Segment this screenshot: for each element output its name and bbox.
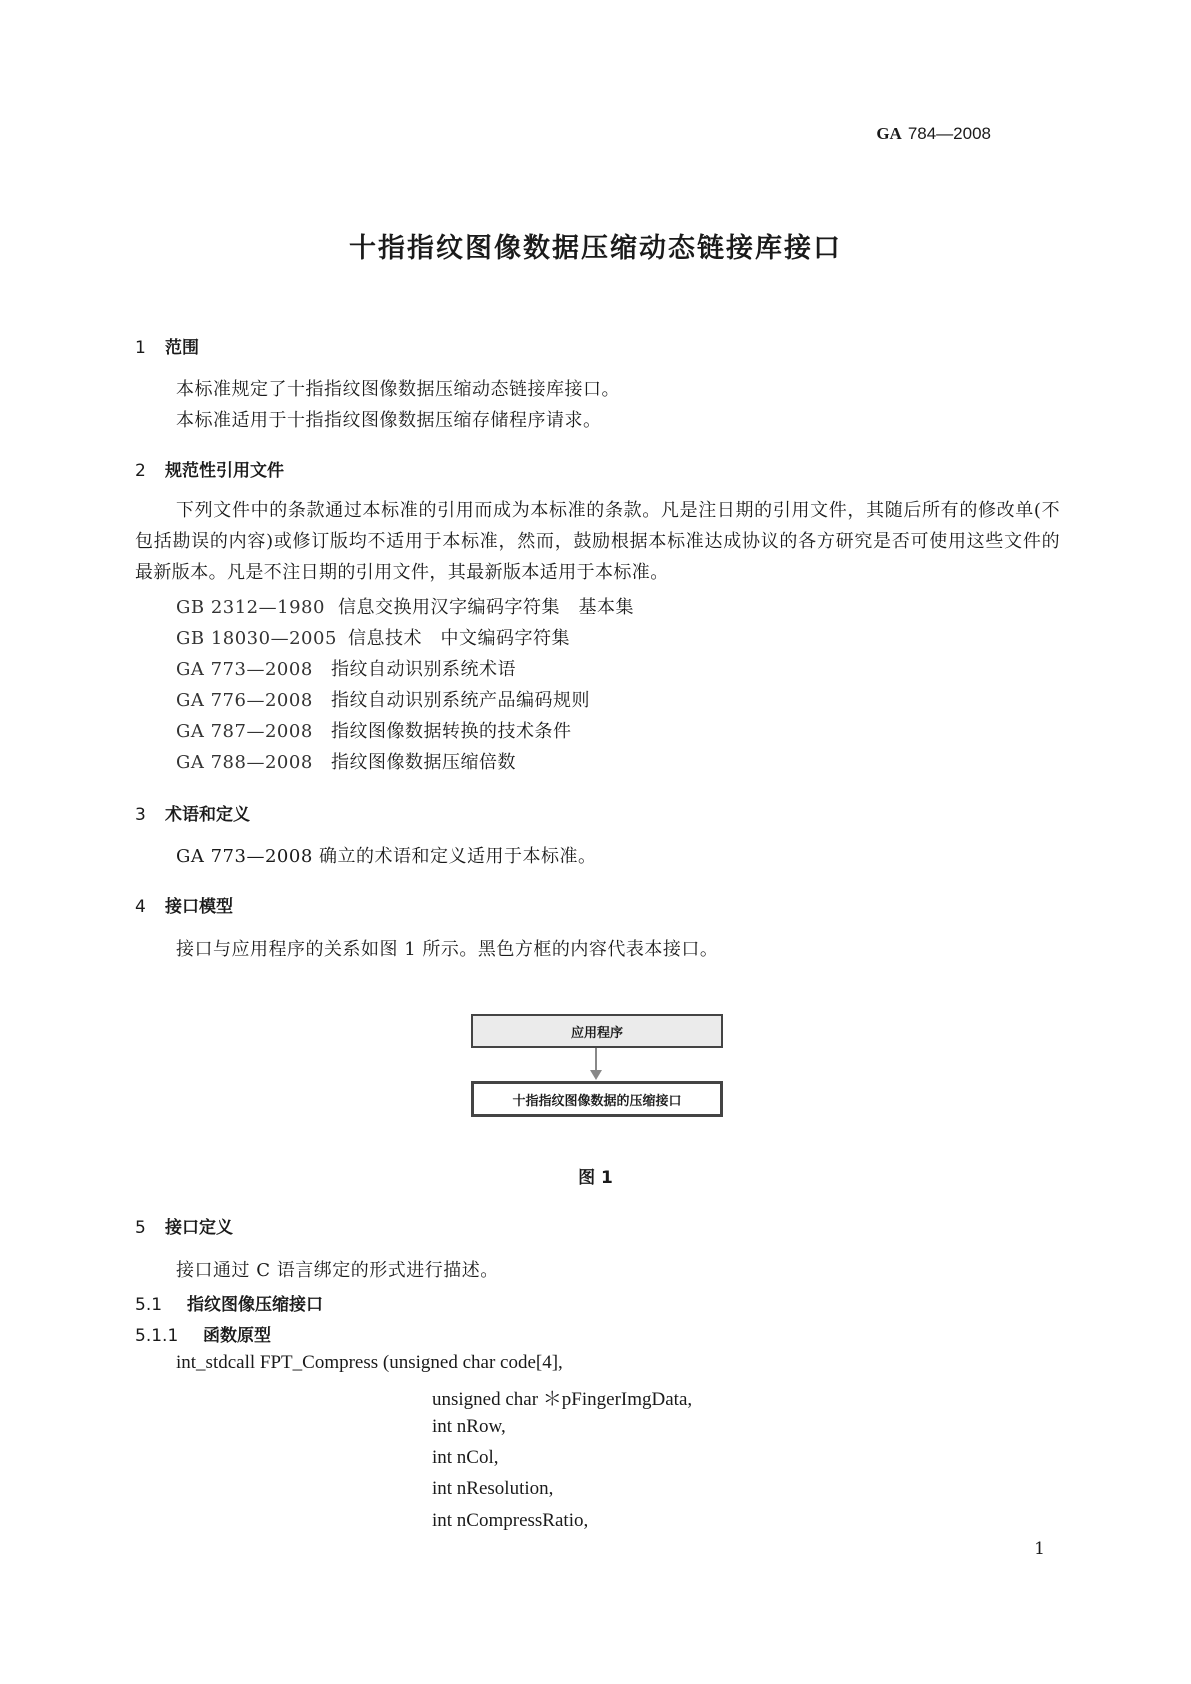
code-line: int nCol, (432, 1447, 499, 1468)
scope-line-2: 本标准适用于十指指纹图像数据压缩存储程序请求。 (176, 410, 602, 431)
figure-caption: 图 1 (578, 1168, 613, 1188)
reference-name: 信息交换用汉字编码字符集 基本集 (338, 597, 634, 618)
section-title: 规范性引用文件 (165, 461, 284, 481)
section-number: 5 (135, 1218, 146, 1238)
section-3-heading (135, 800, 250, 825)
reference-name: 指纹自动识别系统术语 (331, 659, 516, 680)
section-title: 术语和定义 (165, 805, 250, 825)
figure-interface-box: 十指指纹图像数据的压缩接口 (471, 1081, 723, 1117)
section-title: 范围 (165, 338, 199, 358)
section-number: 5.1.1 (135, 1326, 179, 1346)
figure-arrow-line (595, 1048, 597, 1072)
normative-references-paragraph: 下列文件中的条款通过本标准的引用而成为本标准的条款。凡是注日期的引用文件，其随后所有的修改单(不包括勘误的内容)或修订版均不适用于本标准，然而，鼓励根据本标准达成协议的各方研究是否可使用这些文件的最新版本。凡是不注日期的引用文件，其最新版本适用于本标准。 (135, 500, 1060, 583)
section-5-1-heading (135, 1290, 323, 1315)
standard-number (876, 124, 991, 144)
code-line: unsigned char ＊pFingerImgData, (432, 1389, 693, 1410)
section-number: 4 (135, 897, 146, 917)
reference-item (176, 686, 590, 712)
figure-arrow-down-icon (590, 1070, 602, 1080)
reference-code: GB 2312—1980 (176, 597, 325, 618)
section-title: 指纹图像压缩接口 (187, 1295, 323, 1315)
page-number: 1 (1034, 1539, 1045, 1559)
section-title: 接口模型 (165, 897, 233, 917)
section-number: 2 (135, 461, 146, 481)
reference-item (176, 593, 634, 619)
section-title: 接口定义 (165, 1218, 233, 1238)
reference-item (176, 624, 570, 650)
reference-name: 信息技术 中文编码字符集 (348, 628, 570, 649)
document-title: 十指指纹图像数据压缩动态链接库接口 (349, 233, 842, 264)
reference-code: GA 788—2008 (176, 752, 313, 773)
terms-line: GA 773—2008 确立的术语和定义适用于本标准。 (176, 846, 597, 867)
reference-code: GA 773—2008 (176, 659, 313, 680)
standard-code: 784—2008 (907, 124, 991, 143)
code-line: int nCompressRatio, (432, 1510, 589, 1531)
reference-item (176, 655, 516, 681)
reference-name: 指纹自动识别系统产品编码规则 (331, 690, 590, 711)
section-number: 3 (135, 805, 146, 825)
reference-name: 指纹图像数据转换的技术条件 (331, 721, 572, 742)
section-2-heading (135, 456, 284, 481)
scope-line-1: 本标准规定了十指指纹图像数据压缩动态链接库接口。 (176, 379, 620, 400)
standard-prefix: GA (876, 124, 902, 143)
reference-item (176, 717, 572, 743)
section-number: 1 (135, 338, 146, 358)
section-title: 函数原型 (203, 1326, 271, 1346)
reference-code: GA 787—2008 (176, 721, 313, 742)
code-line: int nRow, (432, 1416, 506, 1437)
section-1-heading (135, 333, 199, 358)
interface-definition-line: 接口通过 C 语言绑定的形式进行描述。 (176, 1260, 499, 1281)
code-line: int_stdcall FPT_Compress (unsigned char code[4], (176, 1352, 563, 1373)
reference-code: GB 18030—2005 (176, 628, 337, 649)
section-5-heading (135, 1213, 233, 1238)
section-5-1-1-heading (135, 1321, 271, 1346)
section-number: 5.1 (135, 1295, 163, 1315)
reference-name: 指纹图像数据压缩倍数 (331, 752, 516, 773)
interface-model-line: 接口与应用程序的关系如图 1 所示。黑色方框的内容代表本接口。 (176, 939, 719, 960)
reference-item (176, 748, 516, 774)
code-line: int nResolution, (432, 1478, 554, 1499)
reference-code: GA 776—2008 (176, 690, 313, 711)
section-4-heading (135, 892, 233, 917)
figure-application-box: 应用程序 (471, 1014, 723, 1048)
